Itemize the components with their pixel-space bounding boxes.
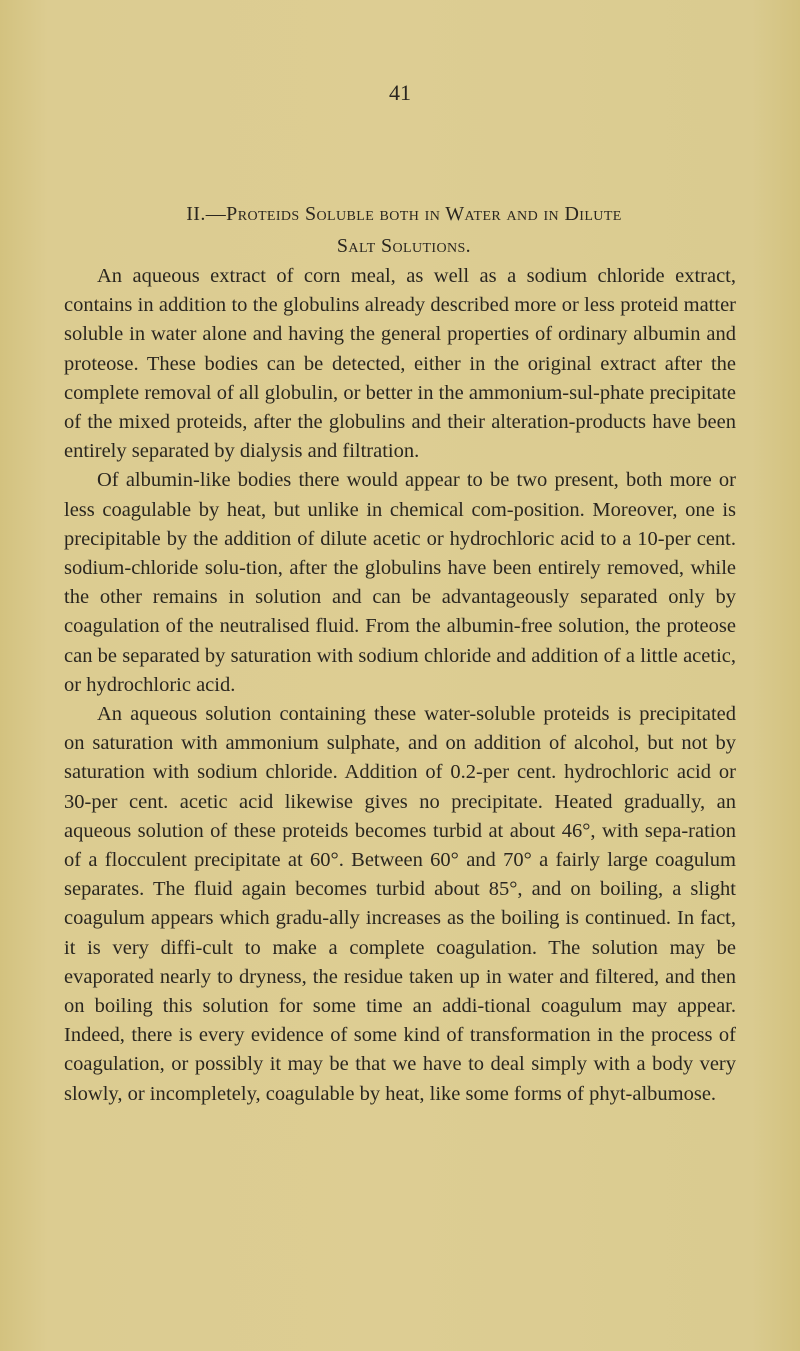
paragraph-3: An aqueous solution containing these water-soluble proteids is precipitated on saturation with ammonium sulphate, and on addition of alcohol, but not by saturation with sodium chloride. Addition of 0.2-per cent. hydrochloric acid or 30-per cent. acetic acid likewise gives no precipitate. Heated gradually, an aqueous solution of these proteids becomes turbid at about 46°, with sepa-ration of a flocculent precipitate at 60°. Between 60° and 70° a fairly large coagulum separates. The fluid again becomes turbid about 85°, and on boiling, a slight coagulum appears which gradu-ally increases as the boiling is continued. In fact, it is very diffi-cult to make a complete coagulation. The solution may be evaporated nearly to dryness, the residue taken up in water and filtered, and then on boiling this solution for some time an addi-tional coagulum may appear. Indeed, there is every evidence of some kind of transformation in the process of coagulation, or possibly it may be that we have to deal simply with a body very slowly, or incompletely, coagulable by heat, like some forms of phyt-albumose.: [64, 703, 736, 1105]
paragraph-1: An aqueous extract of corn meal, as well as a sodium chloride extract, contains in addition to the globulins already described more or less proteid matter soluble in water alone and having the general properties of ordinary albumin and proteose. These bodies can be detected, either in the original extract after the complete removal of all globulin, or better in the ammonium-sul-phate precipitate of the mixed proteids, after the globulins and their alteration-products have been entirely separated by dialysis and filtration.: [64, 265, 736, 463]
paragraph-2: Of albumin-like bodies there would appear to be two present, both more or less coagulable by heat, but unlike in chemical com-position. Moreover, one is precipitable by the addition of dilute acetic or hydrochloric acid to a 10-per cent. sodium-chloride solu-tion, after the globulins have been entirely removed, while the other remains in solution and can be advantageously separated only by coagulation of the neutralised fluid. From the albumin-free solution, the proteose can be separated by saturation with sodium chloride and addition of a little acetic, or hydrochloric acid.: [64, 469, 736, 696]
heading-title-line-1: —Proteids Soluble both in Water and in Dilute: [205, 203, 622, 225]
heading-title-line-2: Salt Solutions.: [336, 235, 472, 257]
section-heading: [64, 198, 744, 262]
heading-line-1: [64, 198, 744, 230]
heading-numeral: II.: [186, 203, 206, 225]
body-text: [64, 262, 736, 1109]
page-number: 41: [389, 80, 411, 105]
